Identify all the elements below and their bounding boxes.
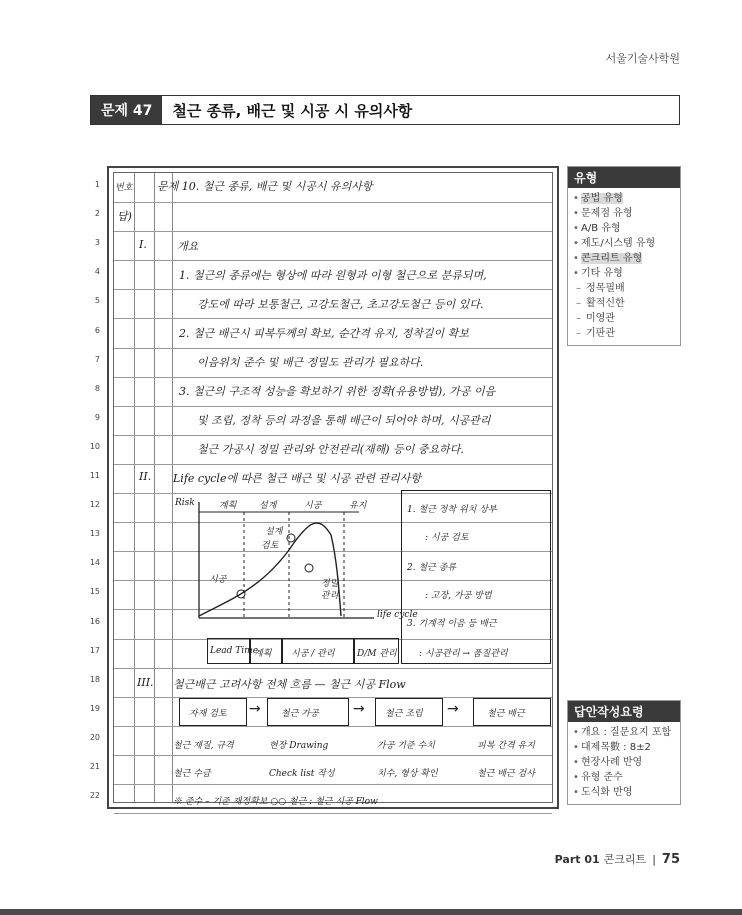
tip-item: • 도식화 반영	[572, 785, 676, 800]
line-8: 3. 철근의 구조적 성능을 확보하기 위한 정확(유용방법), 가공 이음	[179, 385, 496, 398]
graph-phase-1: 계획	[219, 501, 237, 511]
graph-cell-2-text: 계획	[254, 649, 272, 659]
arrow-right-icon: →	[447, 701, 459, 717]
line-4: 1. 철근의 종류에는 형상에 따라 원형과 이형 철근으로 분류되며,	[179, 269, 487, 282]
flow-step-2-text: 철근 가공	[281, 709, 319, 719]
type-item: • 제도/시스템 유형	[572, 236, 676, 251]
line-1: 문제 10. 철근 종류, 배근 및 시공시 유의사항	[157, 180, 373, 193]
row-number: 11	[89, 471, 100, 480]
footer-section: 콘크리트	[603, 853, 647, 866]
row-number: 16	[89, 616, 100, 626]
row-number: 10	[89, 441, 100, 451]
type-item: • 기타 유형	[572, 266, 676, 281]
tip-item: • 유형 준수	[572, 770, 676, 785]
row-number: 9	[94, 412, 100, 422]
flow-sub-3: 가공 기준 수치	[377, 741, 435, 751]
row-number: 7	[94, 354, 100, 364]
row-number: 12	[89, 500, 100, 510]
flow-step-1-text: 자재 검토	[189, 709, 227, 719]
section-mark-2: II.	[139, 470, 152, 483]
flow-sub2-2: Check list 작성	[269, 769, 335, 779]
row-number: 14	[89, 558, 100, 568]
answer-tips-list	[568, 722, 680, 804]
answer-tips-panel	[567, 700, 681, 805]
type-item: • A/B 유형	[572, 221, 676, 236]
graph-cell-1-text: Lead Time	[210, 646, 259, 656]
graph-x-label: life cycle	[377, 610, 418, 620]
col-header-no: 번호	[115, 183, 133, 193]
line-3: 개요	[177, 240, 199, 253]
right-note-1: 1. 철근 정착 위치 상부	[407, 505, 497, 515]
row-number: 3	[94, 238, 100, 248]
graph-note-3: 시공	[209, 575, 227, 585]
type-item: – 기판관	[572, 326, 676, 341]
arrow-right-icon: →	[249, 701, 261, 717]
graph-note-1: 설계	[265, 527, 283, 537]
footer-part: Part 01	[554, 852, 600, 866]
flow-sub-2: 현장 Drawing	[269, 741, 329, 751]
graph-phase-3: 시공	[304, 501, 322, 511]
header-org: 서울기술사학원	[605, 52, 680, 65]
type-panel-header: 유형	[568, 167, 680, 188]
flow-note: ※ 준수 – 기준 재정확보 ○○ 철근 : 철근 시공 Flow	[173, 797, 378, 807]
row-number: 21	[89, 762, 100, 771]
type-item: • 공법 유형	[572, 191, 676, 206]
tip-item: • 현장사례 반영	[572, 755, 676, 770]
question-title: 철근 종류, 배근 및 시공 시 유의사항	[172, 101, 413, 120]
row-number: 4	[94, 267, 100, 277]
right-notes-box	[401, 490, 551, 664]
row-number: 13	[89, 529, 100, 539]
right-note-6: : 시공관리 → 품질관리	[419, 649, 508, 659]
row-number: 19	[89, 703, 100, 713]
row-number: 8	[94, 383, 100, 393]
graph-phase-4: 유지	[349, 501, 367, 511]
row-number: 18	[89, 674, 100, 684]
flow-sub2-3: 치수, 형상 확인	[377, 769, 438, 779]
arrow-right-icon: →	[353, 701, 365, 717]
type-item: – 활적신한	[572, 296, 676, 311]
flow-sub-4: 피복 간격 유지	[477, 741, 535, 751]
answer-tips-header: 답안작성요령	[568, 701, 680, 722]
graph-note-2: 검토	[261, 541, 279, 551]
row-number: 2	[94, 209, 100, 219]
row-number: 17	[89, 645, 100, 655]
sheet-row	[114, 202, 552, 232]
flow-step-3-text: 철근 조립	[385, 709, 423, 719]
flow-step-4-text: 철근 배근	[487, 709, 525, 719]
line-10: 철근 가공시 정밀 관리와 안전관리(재해) 등이 중요하다.	[197, 443, 464, 456]
type-panel	[567, 166, 681, 346]
row-number: 1	[94, 180, 100, 189]
line-2: 답)	[117, 210, 132, 223]
type-item: • 콘크리트 유형	[572, 251, 676, 266]
graph-note-4: 정밀	[321, 579, 339, 589]
right-note-5: 3. 기계적 이음 등 배근	[407, 619, 497, 629]
tip-item: • 대제목數 : 8±2	[572, 740, 676, 755]
row-number: 22	[89, 791, 100, 801]
tip-item: • 개요 : 질문요지 포함	[572, 725, 676, 740]
question-number: 문제 47	[91, 96, 162, 124]
page-footer	[555, 851, 680, 867]
type-item: – 정목필배	[572, 281, 676, 296]
question-title-bar	[90, 95, 680, 125]
section-mark-3: III.	[137, 676, 154, 689]
graph-y-label: Risk	[175, 498, 195, 508]
line-6: 2. 철근 배근시 피복두께의 확보, 순간격 유지, 정착길이 확보	[179, 327, 469, 340]
graph-cell-3-text: 시공 / 관리	[291, 649, 335, 659]
line-5: 강도에 따라 보통철근, 고강도철근, 초고강도철근 등이 있다.	[197, 298, 484, 311]
line-7: 이음위치 준수 및 배근 정밀도 관리가 필요하다.	[197, 356, 424, 369]
graph-cell-4-text: D/M 관리	[357, 649, 397, 659]
type-list	[568, 188, 680, 345]
line-11: Life cycle에 따른 철근 배근 및 시공 관련 관리사항	[173, 472, 421, 485]
right-note-2: : 시공 검토	[425, 533, 469, 543]
bottom-rule	[0, 909, 742, 915]
row-number: 15	[89, 587, 100, 597]
graph-phase-2: 설계	[259, 501, 277, 511]
page-number: 75	[661, 851, 680, 867]
graph-note-5: 관리	[321, 591, 339, 601]
type-item: • 문제점 유형	[572, 206, 676, 221]
right-note-4: : 고장, 가공 방법	[425, 591, 492, 601]
right-note-3: 2. 철근 종류	[407, 563, 457, 573]
risk-lifecycle-graph	[169, 490, 379, 640]
row-number: 5	[94, 296, 100, 306]
answer-sheet	[107, 166, 559, 809]
line-9: 및 조립, 정착 등의 과정을 통해 배근이 되어야 하며, 시공관리	[197, 414, 491, 427]
section-mark-1: I.	[139, 238, 147, 251]
footer-separator: |	[652, 852, 656, 866]
row-number: 6	[94, 325, 100, 335]
type-item: – 미영관	[572, 311, 676, 326]
line-18: 철근배근 고려사항 전체 흐름 — 철근 시공 Flow	[173, 678, 406, 691]
flow-sub-1: 철근 재질, 규격	[173, 741, 234, 751]
row-number: 20	[89, 732, 100, 742]
flow-sub2-1: 철근 수급	[173, 769, 211, 779]
flow-sub2-4: 철근 배근 검사	[477, 769, 535, 779]
